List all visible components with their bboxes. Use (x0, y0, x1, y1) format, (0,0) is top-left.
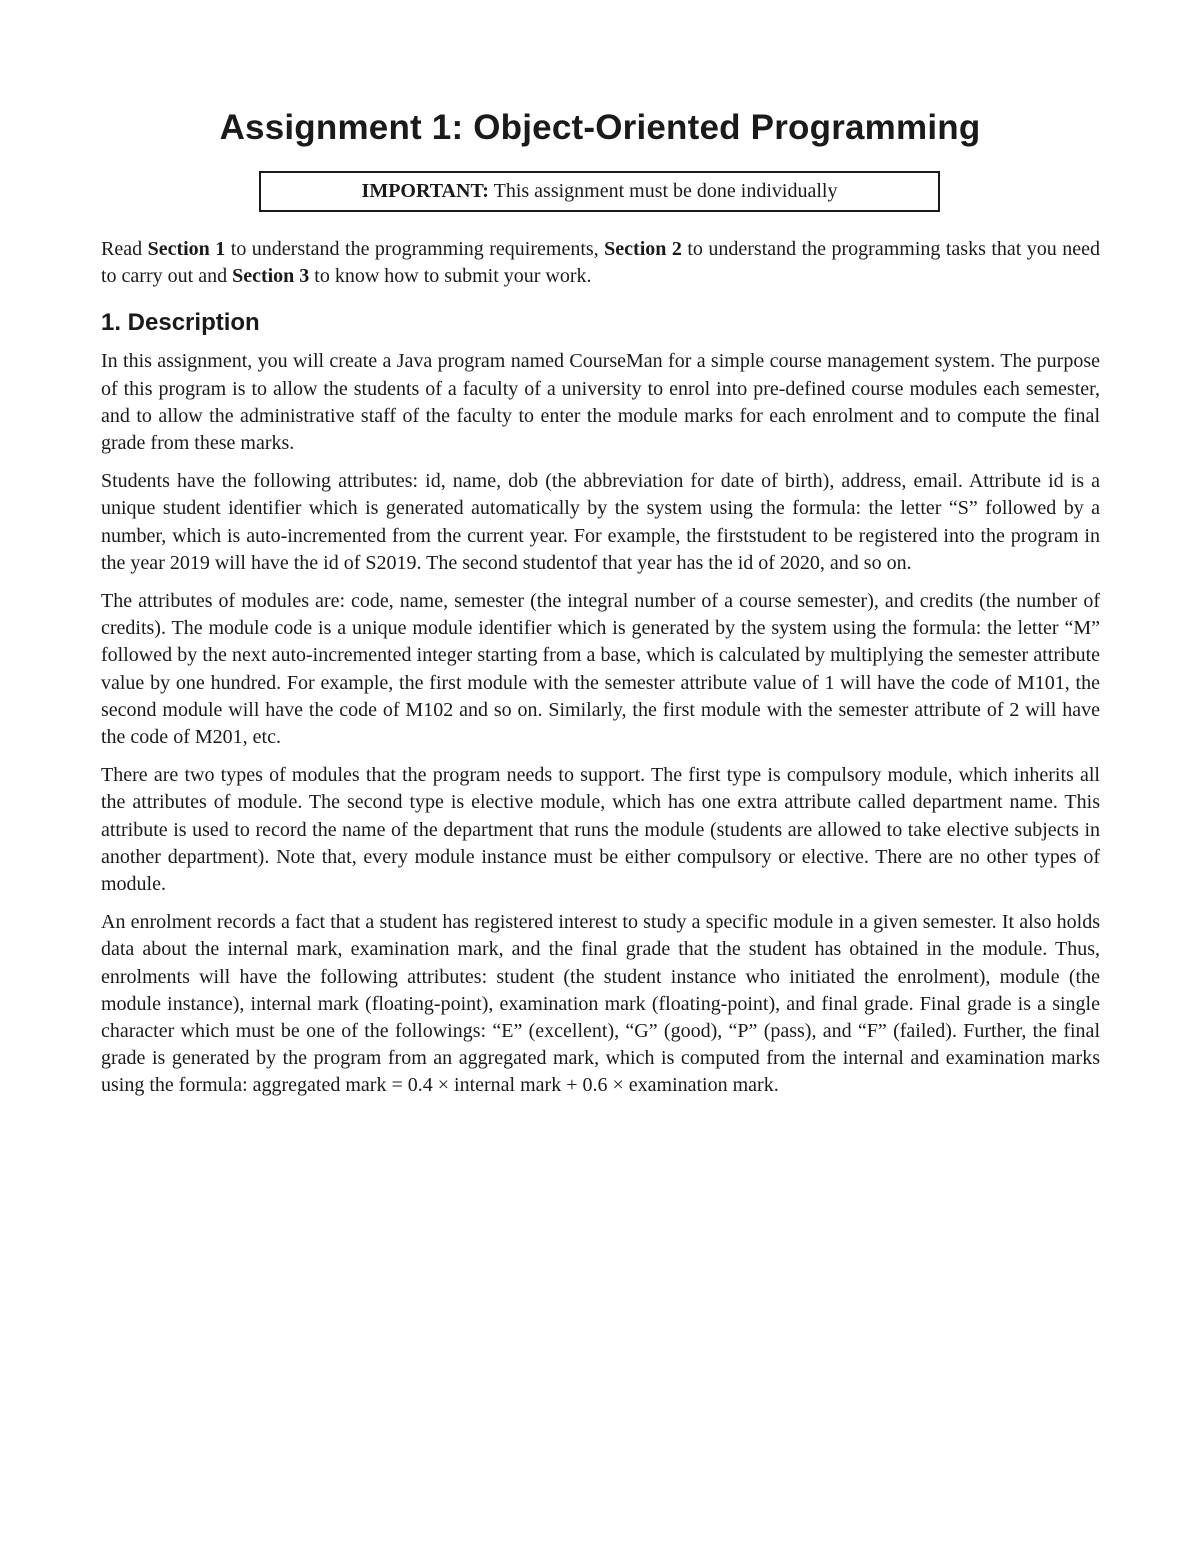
paragraph-overview: In this assignment, you will create a Java program named CourseMan for a simple course management system. The purpose of this program is to allow the students of a faculty of a university to enrol into pre-defined course modules each semester, and to allow the administrative staff of the faculty to enter the module marks for each enrolment and to compute the final grade from these marks. (101, 350, 1100, 455)
notice-body: This assignment must be done individually (488, 180, 838, 202)
document-body (101, 236, 1100, 1111)
paragraph-module-types: There are two types of modules that the program needs to support. The first type is compulsory module, which inherits all the attributes of module. The second type is elective module, which has one extra attribute called department name. This attribute is used to record the name of the department that runs the module (students are allowed to take elective subjects in another department). Note that, every module instance must be either compulsory or elective. There are no other types of module. (101, 764, 1100, 896)
paragraph-students: Students have the following attributes: id, name, dob (the abbreviation for date of birth), address, email. Attribute id is a unique student identifier which is generated automatically by the system using the formula: the letter “S” followed by a number, which is auto-incremented from the current year. For example, the firststudent to be registered into the program in the year 2019 will have the id of S2019. The second studentof that year has the id of 2020, and so on. (101, 470, 1100, 574)
intro-text-1: Read (101, 238, 148, 260)
notice-text (362, 180, 838, 203)
intro-text-4: to know how to submit your work. (309, 265, 592, 288)
intro-text-2: to understand the programming requirements, (225, 238, 605, 260)
important-notice-box (259, 171, 940, 212)
notice-label: IMPORTANT: (361, 180, 489, 202)
paragraph-enrolment: An enrolment records a fact that a student has registered interest to study a specific module in a given semester. It also holds data about the internal mark, examination mark, and the final grade that the student has obtained in the module. Thus, enrolments will have the following attributes: student (the student instance who initiated the enrolment), module (the module instance), internal mark (floating-point), examination mark (floating-point), and final grade. Final grade is a single character which must be one of the followings: “E” (excellent), “G” (good), “P” (pass), and “F” (failed). Further, the final grade is generated by the program from an aggregated mark, which is computed from the internal and examination marks using the formula: aggregated mark = 0.4 × internal mark + 0.6 × examination mark. (101, 911, 1100, 1097)
paragraph-modules: The attributes of modules are: code, name, semester (the integral number of a course semester), and credits (the number of credits). The module code is a unique module identifier which is generated by the system using the formula: the letter “M” followed by the next auto-incremented integer starting from a base, which is calculated by multiplying the semester attribute value by one hundred. For example, the first module with the semester attribute value of 1 will have the code of M101, the second module will have the code of M102 and so on. Similarly, the first module with the semester attribute of 2 will have the code of M201, etc. (101, 590, 1100, 749)
intro-section1-ref: Section 1 (147, 238, 226, 260)
document-title: Assignment 1: Object-Oriented Programming (219, 108, 981, 147)
intro-section3-ref: Section 3 (232, 265, 310, 288)
intro-text-3: to understand the programming tasks that you need to carry out and (101, 238, 1101, 288)
section-heading: 1. Description (101, 309, 260, 337)
intro-paragraph (101, 236, 1100, 290)
intro-section2-ref: Section 2 (604, 238, 682, 260)
